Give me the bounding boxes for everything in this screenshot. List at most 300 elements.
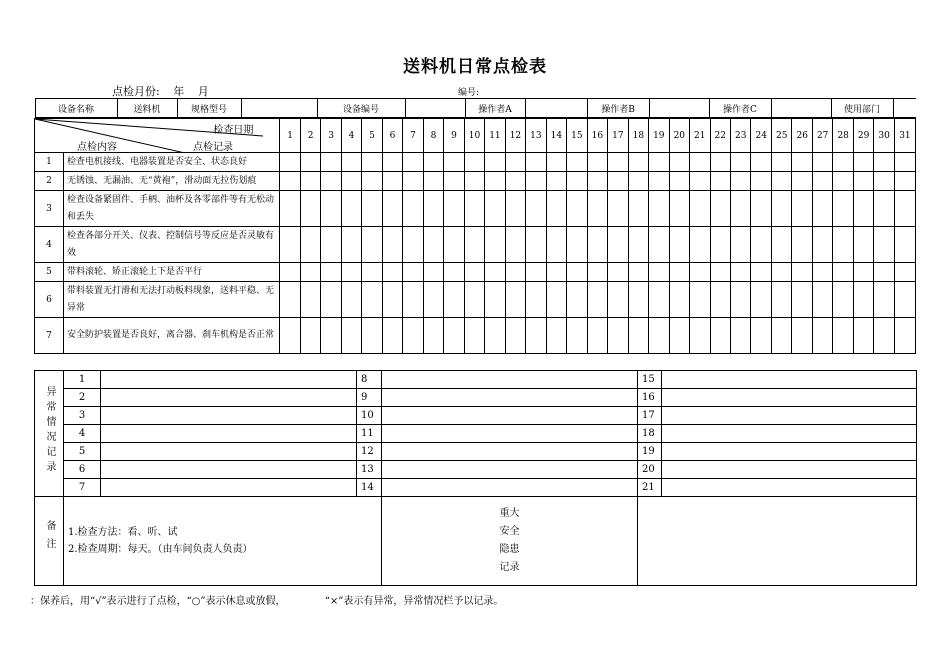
- check-cell[interactable]: [812, 172, 832, 191]
- abnormal-number: 18: [638, 425, 662, 443]
- check-cell[interactable]: [300, 318, 320, 354]
- check-cell[interactable]: [403, 172, 423, 191]
- device-name-label: 设备名称: [35, 99, 117, 118]
- check-cell[interactable]: [874, 263, 894, 282]
- check-cell[interactable]: [628, 227, 648, 263]
- item-text: 带料滚轮、矫正滚轮上下是否平行: [64, 263, 280, 282]
- check-cell[interactable]: [690, 191, 710, 227]
- check-cell[interactable]: [546, 172, 566, 191]
- check-cell[interactable]: [587, 282, 607, 318]
- check-cell[interactable]: [362, 318, 382, 354]
- check-cell[interactable]: [444, 153, 464, 172]
- day-header: 31: [894, 119, 915, 153]
- check-cell[interactable]: [280, 318, 300, 354]
- check-cell[interactable]: [403, 282, 423, 318]
- check-cell[interactable]: [812, 318, 832, 354]
- check-cell[interactable]: [710, 227, 730, 263]
- check-cell[interactable]: [505, 153, 525, 172]
- check-cell[interactable]: [853, 318, 873, 354]
- check-cell[interactable]: [608, 263, 628, 282]
- abnormal-number: 3: [64, 407, 101, 425]
- check-cell[interactable]: [833, 153, 853, 172]
- model-value[interactable]: [241, 99, 317, 118]
- check-cell[interactable]: [812, 153, 832, 172]
- abnormal-row: [35, 425, 917, 443]
- check-cell[interactable]: [341, 227, 361, 263]
- check-cell[interactable]: [731, 263, 751, 282]
- check-cell[interactable]: [526, 227, 546, 263]
- check-cell[interactable]: [567, 263, 587, 282]
- abnormal-entry[interactable]: [101, 461, 357, 479]
- major-hazard-entry[interactable]: [638, 497, 917, 586]
- check-cell[interactable]: [505, 318, 525, 354]
- check-cell[interactable]: [649, 153, 669, 172]
- abnormal-number: 14: [357, 479, 382, 497]
- check-cell[interactable]: [464, 191, 484, 227]
- abnormal-entry[interactable]: [382, 389, 638, 407]
- device-name-value: 送料机: [117, 99, 177, 118]
- day-header: 7: [403, 119, 423, 153]
- check-cell[interactable]: [526, 172, 546, 191]
- form-number-label: 编号:: [458, 88, 480, 98]
- check-cell[interactable]: [669, 172, 689, 191]
- check-cell[interactable]: [300, 172, 320, 191]
- check-cell[interactable]: [649, 172, 669, 191]
- check-cell[interactable]: [423, 153, 443, 172]
- check-cell[interactable]: [505, 227, 525, 263]
- check-cell[interactable]: [731, 227, 751, 263]
- abnormal-entry[interactable]: [662, 461, 917, 479]
- check-cell[interactable]: [321, 282, 341, 318]
- legend-part-1: ：保养后，用“√”表示进行了点检，“○”表示休息或放假，: [30, 596, 286, 607]
- check-cell[interactable]: [341, 282, 361, 318]
- check-cell[interactable]: [853, 172, 873, 191]
- check-cell[interactable]: [280, 227, 300, 263]
- check-cell[interactable]: [608, 227, 628, 263]
- check-cell[interactable]: [894, 191, 915, 227]
- abnormal-number: 20: [638, 461, 662, 479]
- check-cell[interactable]: [608, 191, 628, 227]
- check-cell[interactable]: [423, 318, 443, 354]
- check-cell[interactable]: [710, 318, 730, 354]
- check-cell[interactable]: [464, 172, 484, 191]
- check-cell[interactable]: [628, 153, 648, 172]
- day-header: 26: [792, 119, 812, 153]
- check-cell[interactable]: [485, 318, 505, 354]
- check-cell[interactable]: [505, 263, 525, 282]
- check-cell[interactable]: [526, 282, 546, 318]
- check-cell[interactable]: [812, 227, 832, 263]
- check-cell[interactable]: [710, 282, 730, 318]
- check-cell[interactable]: [382, 282, 402, 318]
- abnormal-entry[interactable]: [382, 407, 638, 425]
- check-cell[interactable]: [587, 172, 607, 191]
- check-cell[interactable]: [894, 282, 915, 318]
- check-cell[interactable]: [300, 263, 320, 282]
- abnormal-entry[interactable]: [101, 425, 357, 443]
- check-cell[interactable]: [485, 191, 505, 227]
- check-cell[interactable]: [280, 172, 300, 191]
- check-cell[interactable]: [833, 282, 853, 318]
- check-cell[interactable]: [792, 318, 812, 354]
- check-cell[interactable]: [403, 153, 423, 172]
- check-cell[interactable]: [362, 263, 382, 282]
- check-cell[interactable]: [546, 191, 566, 227]
- check-cell[interactable]: [300, 191, 320, 227]
- check-cell[interactable]: [669, 282, 689, 318]
- check-cell[interactable]: [485, 227, 505, 263]
- check-cell[interactable]: [628, 191, 648, 227]
- check-cell[interactable]: [423, 172, 443, 191]
- check-cell[interactable]: [444, 318, 464, 354]
- check-cell[interactable]: [505, 282, 525, 318]
- check-cell[interactable]: [751, 263, 771, 282]
- remarks-notes: [64, 497, 382, 586]
- check-cell[interactable]: [792, 282, 812, 318]
- check-cell[interactable]: [321, 172, 341, 191]
- check-cell[interactable]: [280, 263, 300, 282]
- check-cell[interactable]: [567, 191, 587, 227]
- check-cell[interactable]: [874, 282, 894, 318]
- day-header: 14: [546, 119, 566, 153]
- dept-value[interactable]: [893, 99, 916, 118]
- check-cell[interactable]: [280, 191, 300, 227]
- remarks-label: [35, 497, 64, 586]
- check-cell[interactable]: [587, 191, 607, 227]
- check-cell[interactable]: [280, 282, 300, 318]
- check-cell[interactable]: [669, 227, 689, 263]
- check-cell[interactable]: [628, 318, 648, 354]
- abnormal-number: 19: [638, 443, 662, 461]
- inspection-month: [112, 83, 219, 99]
- check-cell[interactable]: [751, 318, 771, 354]
- check-cell[interactable]: [608, 282, 628, 318]
- check-cell[interactable]: [731, 191, 751, 227]
- check-cell[interactable]: [792, 153, 812, 172]
- check-cell[interactable]: [731, 318, 751, 354]
- check-cell[interactable]: [853, 191, 873, 227]
- check-cell[interactable]: [874, 191, 894, 227]
- check-cell[interactable]: [362, 282, 382, 318]
- check-cell[interactable]: [321, 263, 341, 282]
- day-header: 19: [649, 119, 669, 153]
- abnormal-row: [35, 371, 917, 389]
- check-cell[interactable]: [833, 318, 853, 354]
- item-text: 无锈蚀、无漏油、无“黄袍”，滑动面无拉伤划痕: [64, 172, 280, 191]
- check-cell[interactable]: [649, 227, 669, 263]
- check-cell[interactable]: [587, 153, 607, 172]
- check-cell[interactable]: [362, 153, 382, 172]
- item-number: 6: [35, 282, 64, 318]
- check-cell[interactable]: [731, 172, 751, 191]
- check-cell[interactable]: [669, 263, 689, 282]
- check-cell[interactable]: [423, 263, 443, 282]
- check-cell[interactable]: [771, 191, 791, 227]
- check-cell[interactable]: [587, 227, 607, 263]
- abnormal-entry[interactable]: [101, 443, 357, 461]
- check-cell[interactable]: [710, 191, 730, 227]
- item-number: 4: [35, 227, 64, 263]
- item-text: 安全防护装置是否良好，离合器、刹车机构是否正常: [64, 318, 280, 354]
- check-cell[interactable]: [485, 172, 505, 191]
- check-cell[interactable]: [444, 263, 464, 282]
- check-cell[interactable]: [731, 282, 751, 318]
- check-cell[interactable]: [362, 191, 382, 227]
- check-cell[interactable]: [382, 191, 402, 227]
- check-cell[interactable]: [321, 227, 341, 263]
- abnormal-remarks-table: [34, 370, 917, 586]
- check-cell[interactable]: [690, 318, 710, 354]
- check-cell[interactable]: [403, 318, 423, 354]
- check-cell[interactable]: [382, 172, 402, 191]
- check-cell[interactable]: [874, 318, 894, 354]
- check-cell[interactable]: [341, 263, 361, 282]
- check-cell[interactable]: [812, 191, 832, 227]
- day-header: 16: [587, 119, 607, 153]
- check-cell[interactable]: [751, 227, 771, 263]
- abnormal-number: 1: [64, 371, 101, 389]
- check-cell[interactable]: [792, 191, 812, 227]
- inspection-item-row: [35, 153, 916, 172]
- check-cell[interactable]: [321, 318, 341, 354]
- check-cell[interactable]: [751, 153, 771, 172]
- item-text: 带料装置无打滑和无法打动板料现象，送料平稳、无异常: [64, 282, 280, 318]
- check-cell[interactable]: [833, 263, 853, 282]
- day-header: 9: [444, 119, 464, 153]
- check-cell[interactable]: [505, 191, 525, 227]
- check-cell[interactable]: [608, 318, 628, 354]
- day-header: 17: [608, 119, 628, 153]
- check-cell[interactable]: [546, 227, 566, 263]
- legend-footer: [30, 592, 539, 607]
- check-cell[interactable]: [690, 263, 710, 282]
- check-cell[interactable]: [608, 153, 628, 172]
- check-cell[interactable]: [792, 263, 812, 282]
- check-cell[interactable]: [853, 282, 873, 318]
- abnormal-entry[interactable]: [382, 443, 638, 461]
- check-cell[interactable]: [771, 172, 791, 191]
- check-cell[interactable]: [341, 191, 361, 227]
- check-cell[interactable]: [669, 191, 689, 227]
- check-cell[interactable]: [546, 263, 566, 282]
- check-cell[interactable]: [526, 318, 546, 354]
- check-cell[interactable]: [710, 172, 730, 191]
- day-header: 12: [505, 119, 525, 153]
- check-cell[interactable]: [771, 263, 791, 282]
- check-cell[interactable]: [894, 153, 915, 172]
- operator-c-value[interactable]: [771, 99, 831, 118]
- check-cell[interactable]: [710, 153, 730, 172]
- abnormal-row: [35, 479, 917, 497]
- check-cell[interactable]: [690, 282, 710, 318]
- check-cell[interactable]: [423, 227, 443, 263]
- check-cell[interactable]: [464, 318, 484, 354]
- abnormal-entry[interactable]: [382, 371, 638, 389]
- device-no-value[interactable]: [405, 99, 465, 118]
- check-cell[interactable]: [464, 153, 484, 172]
- check-cell[interactable]: [444, 172, 464, 191]
- check-cell[interactable]: [649, 263, 669, 282]
- operator-c-label: 操作者C: [709, 99, 771, 118]
- check-cell[interactable]: [567, 172, 587, 191]
- year-label: 年: [173, 85, 185, 98]
- check-cell[interactable]: [649, 191, 669, 227]
- check-cell[interactable]: [669, 318, 689, 354]
- day-header: 6: [382, 119, 402, 153]
- abnormal-entry[interactable]: [101, 389, 357, 407]
- abnormal-entry[interactable]: [662, 371, 917, 389]
- check-cell[interactable]: [894, 172, 915, 191]
- check-cell[interactable]: [567, 318, 587, 354]
- check-cell[interactable]: [771, 318, 791, 354]
- abnormal-entry[interactable]: [662, 425, 917, 443]
- check-cell[interactable]: [546, 282, 566, 318]
- check-cell[interactable]: [874, 153, 894, 172]
- check-cell[interactable]: [567, 282, 587, 318]
- day-header: 24: [751, 119, 771, 153]
- check-cell[interactable]: [608, 172, 628, 191]
- check-cell[interactable]: [341, 153, 361, 172]
- abnormal-entry[interactable]: [382, 461, 638, 479]
- check-cell[interactable]: [669, 153, 689, 172]
- check-cell[interactable]: [771, 227, 791, 263]
- check-cell[interactable]: [792, 172, 812, 191]
- check-cell[interactable]: [690, 227, 710, 263]
- check-cell[interactable]: [833, 191, 853, 227]
- remarks-line-2: 2.检查周期：每天。（由车间负责人负责）: [68, 544, 253, 555]
- check-cell[interactable]: [341, 318, 361, 354]
- abnormal-entry[interactable]: [382, 425, 638, 443]
- check-cell[interactable]: [894, 227, 915, 263]
- check-cell[interactable]: [300, 282, 320, 318]
- day-header: 23: [731, 119, 751, 153]
- check-cell[interactable]: [280, 153, 300, 172]
- check-cell[interactable]: [751, 282, 771, 318]
- check-record-label: 点检记录: [193, 142, 233, 153]
- abnormal-entry[interactable]: [382, 479, 638, 497]
- abnormal-number: 2: [64, 389, 101, 407]
- check-cell[interactable]: [751, 172, 771, 191]
- check-cell[interactable]: [403, 191, 423, 227]
- check-cell[interactable]: [628, 263, 648, 282]
- check-cell[interactable]: [300, 153, 320, 172]
- day-header: 18: [628, 119, 648, 153]
- abnormal-entry[interactable]: [101, 479, 357, 497]
- day-header: 30: [874, 119, 894, 153]
- abnormal-entry[interactable]: [662, 479, 917, 497]
- check-cell[interactable]: [567, 153, 587, 172]
- check-cell[interactable]: [546, 153, 566, 172]
- check-cell[interactable]: [792, 227, 812, 263]
- check-cell[interactable]: [874, 227, 894, 263]
- check-cell[interactable]: [690, 153, 710, 172]
- check-cell[interactable]: [526, 153, 546, 172]
- check-cell[interactable]: [321, 153, 341, 172]
- check-cell[interactable]: [485, 153, 505, 172]
- check-cell[interactable]: [587, 263, 607, 282]
- check-cell[interactable]: [853, 227, 873, 263]
- abnormal-number: 6: [64, 461, 101, 479]
- check-cell[interactable]: [464, 227, 484, 263]
- check-cell[interactable]: [505, 172, 525, 191]
- day-header: 28: [833, 119, 853, 153]
- check-cell[interactable]: [853, 263, 873, 282]
- check-cell[interactable]: [403, 263, 423, 282]
- check-cell[interactable]: [382, 153, 402, 172]
- check-cell[interactable]: [567, 227, 587, 263]
- check-cell[interactable]: [423, 191, 443, 227]
- check-cell[interactable]: [649, 318, 669, 354]
- check-cell[interactable]: [423, 282, 443, 318]
- major-hazard-label: [382, 497, 638, 586]
- day-header: 22: [710, 119, 730, 153]
- check-cell[interactable]: [485, 263, 505, 282]
- check-cell[interactable]: [403, 227, 423, 263]
- check-cell[interactable]: [546, 318, 566, 354]
- check-cell[interactable]: [464, 282, 484, 318]
- check-cell[interactable]: [751, 191, 771, 227]
- check-cell[interactable]: [853, 153, 873, 172]
- abnormal-entry[interactable]: [662, 407, 917, 425]
- check-cell[interactable]: [341, 172, 361, 191]
- check-cell[interactable]: [587, 318, 607, 354]
- check-cell[interactable]: [710, 263, 730, 282]
- check-cell[interactable]: [464, 263, 484, 282]
- check-cell[interactable]: [444, 282, 464, 318]
- check-cell[interactable]: [382, 227, 402, 263]
- inspection-item-row: [35, 227, 916, 263]
- check-cell[interactable]: [444, 191, 464, 227]
- check-cell[interactable]: [382, 263, 402, 282]
- abnormal-entry[interactable]: [662, 389, 917, 407]
- item-number: 7: [35, 318, 64, 354]
- check-cell[interactable]: [812, 282, 832, 318]
- check-cell[interactable]: [526, 263, 546, 282]
- check-cell[interactable]: [649, 282, 669, 318]
- check-cell[interactable]: [321, 191, 341, 227]
- abnormal-entry[interactable]: [101, 407, 357, 425]
- check-cell[interactable]: [894, 318, 915, 354]
- check-cell[interactable]: [690, 172, 710, 191]
- remarks-row: [35, 497, 917, 586]
- check-cell[interactable]: [833, 227, 853, 263]
- check-cell[interactable]: [526, 191, 546, 227]
- operator-a-value[interactable]: [525, 99, 587, 118]
- check-cell[interactable]: [628, 172, 648, 191]
- check-cell[interactable]: [812, 263, 832, 282]
- abnormal-row: [35, 389, 917, 407]
- abnormal-entry[interactable]: [101, 371, 357, 389]
- check-cell[interactable]: [771, 153, 791, 172]
- abnormal-number: 4: [64, 425, 101, 443]
- check-cell[interactable]: [382, 318, 402, 354]
- check-cell[interactable]: [300, 227, 320, 263]
- check-cell[interactable]: [771, 282, 791, 318]
- check-cell[interactable]: [444, 227, 464, 263]
- check-cell[interactable]: [485, 282, 505, 318]
- check-cell[interactable]: [833, 172, 853, 191]
- check-cell[interactable]: [874, 172, 894, 191]
- check-cell[interactable]: [628, 282, 648, 318]
- diagonal-header: [35, 119, 280, 153]
- abnormal-entry[interactable]: [662, 443, 917, 461]
- check-cell[interactable]: [731, 153, 751, 172]
- check-cell[interactable]: [362, 227, 382, 263]
- day-header: 15: [567, 119, 587, 153]
- check-cell[interactable]: [894, 263, 915, 282]
- operator-b-value[interactable]: [649, 99, 709, 118]
- check-cell[interactable]: [362, 172, 382, 191]
